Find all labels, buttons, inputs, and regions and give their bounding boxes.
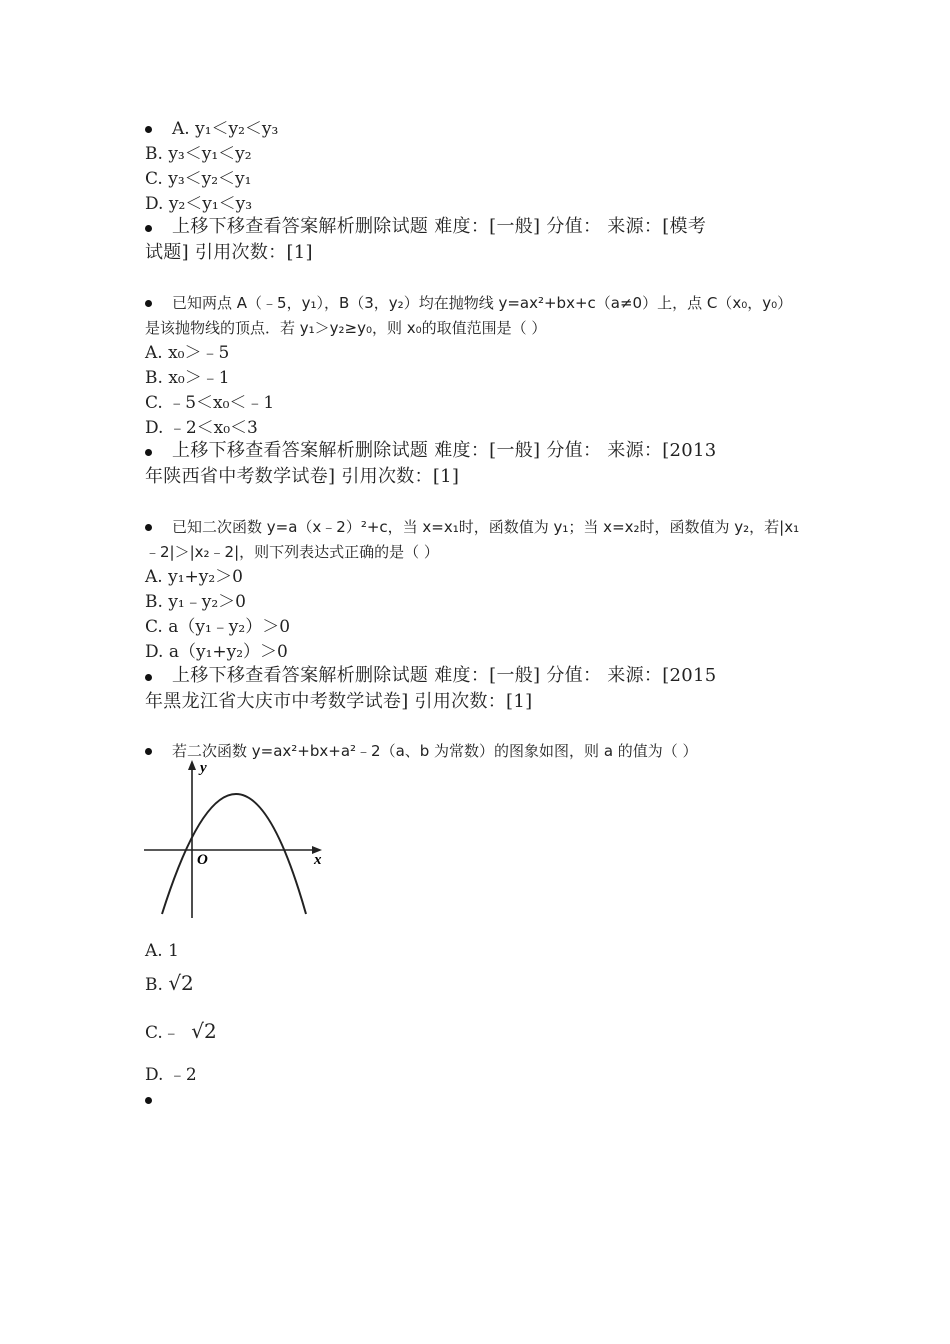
q2-option-c: C. ﹣5＜x₀＜﹣1 bbox=[145, 393, 275, 413]
bullet bbox=[145, 524, 152, 531]
q2-option-a: A. x₀＞﹣5 bbox=[145, 343, 230, 363]
parabola-graph bbox=[140, 758, 340, 920]
q2-option-d: D. ﹣2＜x₀＜3 bbox=[145, 418, 258, 438]
q4-stem: 若二次函数 y=ax²+bx+a²﹣2（a、b 为常数）的图象如图，则 a 的值为（ ） bbox=[172, 742, 698, 760]
q4-option-d: D. ﹣2 bbox=[145, 1065, 197, 1085]
q1-option-c: C. y₃＜y₂＜y₁ bbox=[145, 169, 252, 189]
q2-meta-line2: 年陕西省中考数学试卷] 引用次数：[1] bbox=[145, 466, 460, 487]
origin-label: O bbox=[197, 852, 208, 868]
q3-stem-line1: 已知二次函数 y=a（x﹣2）²+c，当 x=x₁时，函数值为 y₁；当 x=x₂时，函数值为 y₂，若|x₁ bbox=[172, 518, 800, 536]
q2-stem-line1: 已知两点 A（﹣5，y₁），B（3，y₂）均在抛物线 y=ax²+bx+c（a≠0）上，点 C（x₀，y₀） bbox=[172, 294, 793, 312]
bullet bbox=[145, 748, 152, 755]
q4-option-c: C.﹣ √2 bbox=[145, 1019, 217, 1043]
q1-option-d: D. y₂＜y₁＜y₃ bbox=[145, 194, 253, 214]
q2-option-b: B. x₀＞﹣1 bbox=[145, 368, 230, 388]
q3-option-b: B. y₁﹣y₂＞0 bbox=[145, 592, 246, 612]
q3-meta-line1: 上移下移查看答案解析删除试题 难度：[一般] 分值： 来源：[2015 bbox=[172, 665, 717, 686]
bullet bbox=[145, 126, 152, 133]
q1-meta-line1: 上移下移查看答案解析删除试题 难度：[一般] 分值： 来源：[模考 bbox=[172, 216, 707, 237]
q3-option-a: A. y₁+y₂＞0 bbox=[145, 567, 243, 587]
bullet bbox=[145, 300, 152, 307]
q2-stem-line2: 是该抛物线的顶点．若 y₁＞y₂≥y₀，则 x₀的取值范围是（ ） bbox=[145, 319, 547, 337]
q3-stem-line2: ﹣2|＞|x₂﹣2|，则下列表达式正确的是（ ） bbox=[145, 543, 439, 561]
q3-option-c: C. a（y₁﹣y₂）＞0 bbox=[145, 617, 291, 637]
parabola-curve bbox=[162, 794, 306, 914]
q3-option-d: D. a（y₁+y₂）＞0 bbox=[145, 642, 288, 662]
bullet bbox=[145, 1097, 152, 1104]
q4-option-b: B. √2 bbox=[145, 971, 194, 995]
bullet bbox=[145, 449, 152, 456]
q2-meta-line1: 上移下移查看答案解析删除试题 难度：[一般] 分值： 来源：[2013 bbox=[172, 440, 717, 461]
bullet bbox=[145, 674, 152, 681]
q1-meta-line2: 试题] 引用次数：[1] bbox=[145, 242, 313, 263]
q4-option-a: A. 1 bbox=[145, 941, 179, 961]
y-axis-arrow bbox=[188, 760, 196, 770]
y-axis-label: y bbox=[200, 760, 207, 776]
x-axis-label: x bbox=[314, 852, 322, 868]
bullet bbox=[145, 225, 152, 232]
q3-meta-line2: 年黑龙江省大庆市中考数学试卷] 引用次数：[1] bbox=[145, 691, 533, 712]
q1-option-a: A. y₁＜y₂＜y₃ bbox=[172, 119, 279, 139]
q1-option-b: B. y₃＜y₁＜y₂ bbox=[145, 144, 252, 164]
